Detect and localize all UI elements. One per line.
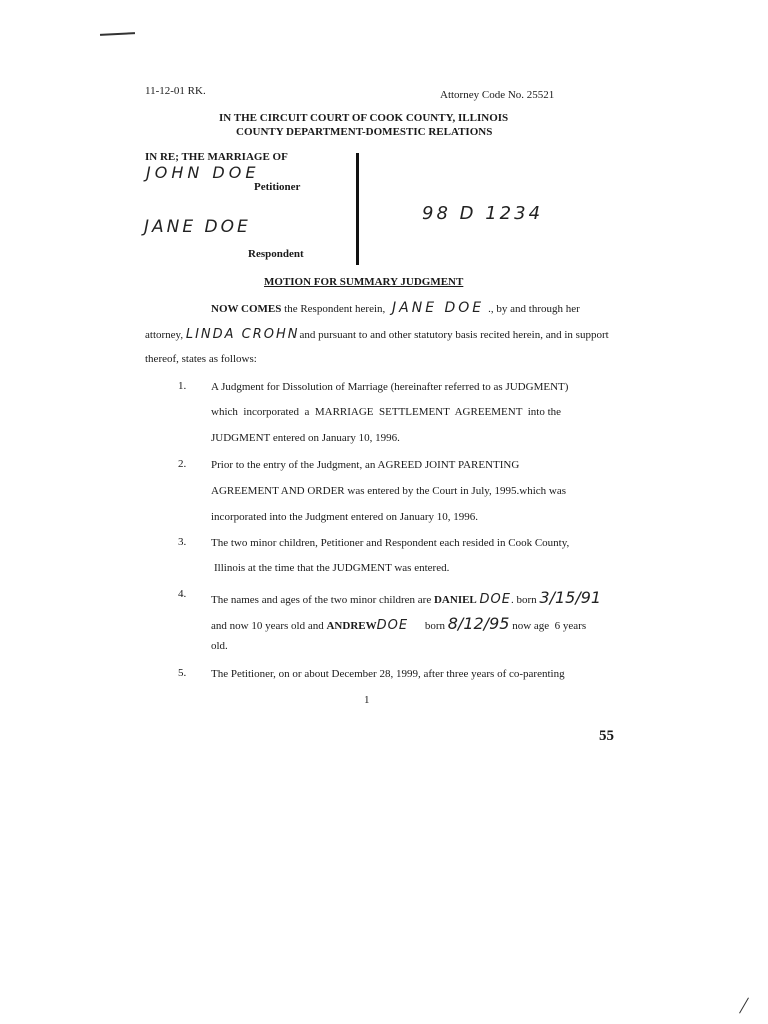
item-4-line-2	[211, 614, 586, 633]
item-4-daniel-surname-handwritten: DOE	[479, 592, 511, 607]
case-number-handwritten: 98 D 1234	[422, 203, 544, 224]
item-3-line-2: Illinois at the time that the JUDGMENT was entered.	[214, 562, 450, 574]
item-1-line-2: which incorporated a MARRIAGE SETTLEMENT AGREEMENT into the	[211, 406, 562, 418]
item-4-line-1	[211, 588, 601, 607]
item-2-line-3: incorporated into the Judgment entered on January 10, 1996.	[211, 511, 478, 523]
respondent-label: Respondent	[248, 248, 304, 260]
item-4-daniel: DANIEL	[433, 594, 477, 606]
stamp-number: 55	[599, 728, 614, 744]
petitioner-label: Petitioner	[254, 181, 301, 193]
item-5-line-1: The Petitioner, on or about December 28, 1999, after three years of co-parenting	[211, 668, 565, 680]
attorney-code: Attorney Code No. 25521	[440, 89, 555, 101]
item-1-number: 1.	[178, 380, 187, 392]
item-2-line-1: Prior to the entry of the Judgment, an AGREED JOINT PARENTING	[211, 459, 520, 471]
intro-now-comes: NOW COMES	[211, 303, 282, 315]
intro-attorney: attorney,	[145, 329, 184, 341]
petitioner-name-handwritten: JOHN DOE	[146, 163, 260, 182]
item-4-number: 4.	[178, 588, 187, 600]
item-4-andrew-surname-handwritten: DOE	[376, 618, 409, 633]
item-2-line-2: AGREEMENT AND ORDER was entered by the Court in July, 1995.which was	[211, 485, 567, 497]
item-4-line-3: old.	[211, 640, 228, 652]
item-3-line-1: The two minor children, Petitioner and Respondent each resided in Cook County,	[211, 537, 570, 549]
item-3-number: 3.	[178, 536, 187, 548]
intro-by-and-through: ., by and through her	[488, 303, 580, 315]
in-re-line: IN RE; THE MARRIAGE OF	[145, 151, 288, 163]
document-title: MOTION FOR SUMMARY JUDGMENT	[264, 276, 464, 288]
intro-respondent-name-handwritten: JANE DOE	[392, 300, 485, 316]
page-number: 1	[364, 694, 370, 706]
intro-line-2	[145, 327, 609, 342]
item-5-number: 5.	[178, 667, 187, 679]
item-4-now-age: now age 6 years	[512, 620, 587, 632]
item-4-names-text: The names and ages of the two minor children are	[211, 594, 432, 606]
item-4-born-2: born	[424, 620, 445, 632]
item-4-daniel-dob-handwritten: 3/15/91	[539, 588, 602, 607]
intro-attorney-name-handwritten: LINDA CROHN	[185, 327, 300, 342]
pen-mark-top-left	[100, 32, 135, 36]
item-1-line-3: JUDGMENT entered on January 10, 1996.	[211, 432, 400, 444]
intro-pursuant: and pursuant to and other statutory basis recited herein, and in support	[299, 329, 609, 341]
item-4-age-text: and now 10 years old and	[211, 620, 324, 632]
item-1-line-1: A Judgment for Dissolution of Marriage (hereinafter referred to as JUDGMENT)	[211, 381, 569, 393]
item-4-andrew: ANDREW	[326, 620, 377, 632]
court-line-1: IN THE CIRCUIT COURT OF COOK COUNTY, ILLINOIS	[219, 112, 509, 124]
pen-mark-bottom-right	[739, 997, 749, 1013]
item-4-andrew-dob-handwritten: 8/12/95	[447, 614, 510, 633]
intro-respondent-herein: the Respondent herein,	[284, 303, 386, 315]
intro-line-3: thereof, states as follows:	[145, 353, 257, 365]
case-ref: 11-12-01 RK.	[145, 85, 206, 97]
item-4-born-1: . born	[511, 594, 537, 606]
intro-line-1	[211, 300, 580, 316]
caption-divider	[356, 153, 359, 265]
respondent-name-handwritten: JANE DOE	[144, 217, 251, 237]
court-line-2: COUNTY DEPARTMENT-DOMESTIC RELATIONS	[236, 126, 493, 138]
item-2-number: 2.	[178, 458, 187, 470]
